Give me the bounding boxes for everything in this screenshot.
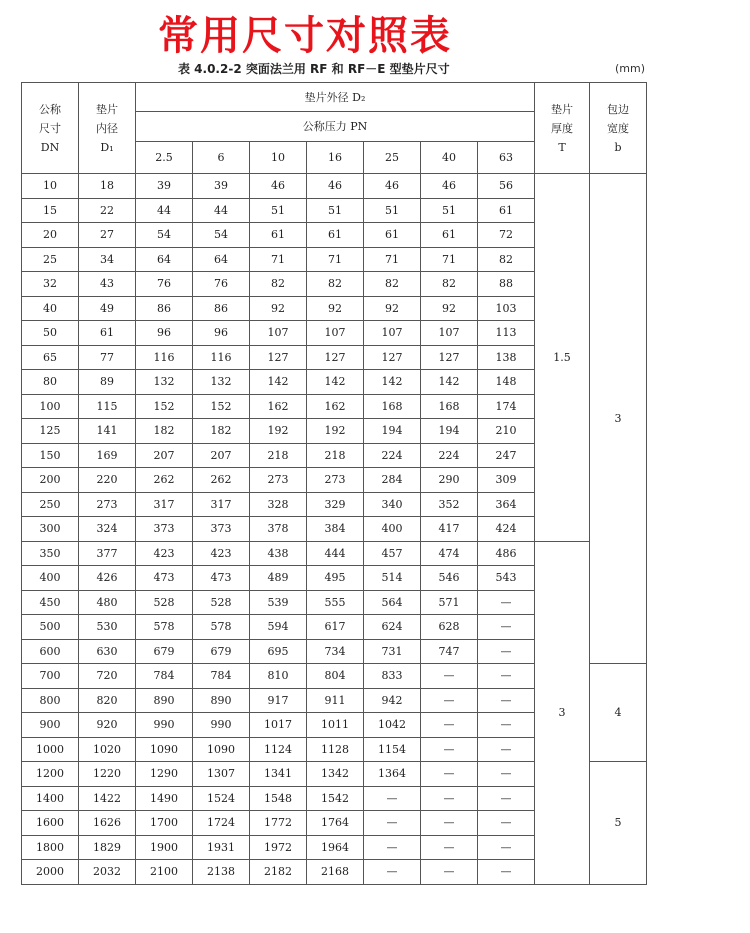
cell-outer-diameter: 555 [307, 590, 364, 615]
cell-outer-diameter: 113 [478, 321, 535, 346]
cell-outer-diameter: 617 [307, 615, 364, 640]
cell-inner-diameter: 630 [79, 639, 136, 664]
cell-inner-diameter: 141 [79, 419, 136, 444]
cell-dn: 125 [22, 419, 79, 444]
cell-dn: 400 [22, 566, 79, 591]
cell-outer-diameter: 539 [250, 590, 307, 615]
cell-outer-diameter: 917 [250, 688, 307, 713]
cell-outer-diameter: 92 [364, 296, 421, 321]
cell-outer-diameter: 384 [307, 517, 364, 542]
cell-outer-diameter: 328 [250, 492, 307, 517]
header-pn: 63 [478, 142, 535, 174]
cell-outer-diameter: — [421, 713, 478, 738]
cell-inner-diameter: 61 [79, 321, 136, 346]
cell-inner-diameter: 1020 [79, 737, 136, 762]
cell-outer-diameter: — [478, 639, 535, 664]
cell-outer-diameter: 46 [307, 174, 364, 199]
header-id-line1: 垫片 [96, 102, 118, 116]
cell-outer-diameter: 364 [478, 492, 535, 517]
cell-outer-diameter: 39 [136, 174, 193, 199]
cell-outer-diameter: 218 [307, 443, 364, 468]
cell-outer-diameter: 88 [478, 272, 535, 297]
cell-outer-diameter: 2168 [307, 860, 364, 885]
cell-outer-diameter: 127 [421, 345, 478, 370]
cell-outer-diameter: 486 [478, 541, 535, 566]
cell-outer-diameter: 679 [136, 639, 193, 664]
cell-outer-diameter: 990 [136, 713, 193, 738]
table-label: 表 4.0.2-2 突面法兰用 RF 和 RF－E 型垫片尺寸 [178, 62, 450, 76]
cell-outer-diameter: 116 [136, 345, 193, 370]
cell-inner-diameter: 2032 [79, 860, 136, 885]
cell-outer-diameter: 224 [364, 443, 421, 468]
cell-outer-diameter: 51 [250, 198, 307, 223]
cell-outer-diameter: 86 [136, 296, 193, 321]
cell-outer-diameter: 194 [421, 419, 478, 444]
cell-outer-diameter: — [478, 664, 535, 689]
cell-inner-diameter: 377 [79, 541, 136, 566]
cell-outer-diameter: 1342 [307, 762, 364, 787]
cell-outer-diameter: 942 [364, 688, 421, 713]
cell-outer-diameter: 132 [136, 370, 193, 395]
cell-outer-diameter: 1017 [250, 713, 307, 738]
cell-outer-diameter: 71 [421, 247, 478, 272]
cell-outer-diameter: 317 [193, 492, 250, 517]
cell-outer-diameter: 990 [193, 713, 250, 738]
cell-outer-diameter: 528 [136, 590, 193, 615]
cell-outer-diameter: 82 [478, 247, 535, 272]
cell-inner-diameter: 49 [79, 296, 136, 321]
page-title: 常用尺寸对照表 [158, 13, 452, 59]
cell-outer-diameter: 457 [364, 541, 421, 566]
cell-dn: 900 [22, 713, 79, 738]
cell-outer-diameter: 594 [250, 615, 307, 640]
cell-outer-diameter: 107 [364, 321, 421, 346]
cell-outer-diameter: 1548 [250, 786, 307, 811]
cell-inner-diameter: 77 [79, 345, 136, 370]
cell-inner-diameter: 220 [79, 468, 136, 493]
table-row [22, 541, 647, 566]
cell-outer-diameter: 71 [364, 247, 421, 272]
cell-outer-diameter: 207 [193, 443, 250, 468]
cell-outer-diameter: 86 [193, 296, 250, 321]
cell-dn: 700 [22, 664, 79, 689]
cell-outer-diameter: 46 [250, 174, 307, 199]
cell-outer-diameter: 218 [250, 443, 307, 468]
cell-outer-diameter: — [421, 786, 478, 811]
cell-outer-diameter: 1090 [193, 737, 250, 762]
header-t-line3: T [558, 140, 566, 154]
cell-outer-diameter: 473 [136, 566, 193, 591]
cell-outer-diameter: 82 [421, 272, 478, 297]
header-pn: 6 [193, 142, 250, 174]
cell-outer-diameter: — [478, 615, 535, 640]
cell-outer-diameter: 82 [250, 272, 307, 297]
cell-outer-diameter: 182 [193, 419, 250, 444]
cell-outer-diameter: 273 [250, 468, 307, 493]
cell-outer-diameter: 1042 [364, 713, 421, 738]
cell-outer-diameter: — [421, 688, 478, 713]
cell-outer-diameter: 168 [364, 394, 421, 419]
cell-outer-diameter: 546 [421, 566, 478, 591]
cell-outer-diameter: 890 [193, 688, 250, 713]
cell-inner-diameter: 720 [79, 664, 136, 689]
cell-inner-diameter: 89 [79, 370, 136, 395]
cell-outer-diameter: 262 [136, 468, 193, 493]
cell-outer-diameter: 46 [364, 174, 421, 199]
header-b-line2: 宽度 [607, 121, 630, 135]
cell-inner-diameter: 115 [79, 394, 136, 419]
cell-outer-diameter: 309 [478, 468, 535, 493]
cell-inner-diameter: 18 [79, 174, 136, 199]
header-pn: 10 [250, 142, 307, 174]
cell-outer-diameter: 731 [364, 639, 421, 664]
header-t-line2: 厚度 [551, 121, 574, 135]
header-inner-diameter [79, 83, 136, 174]
cell-outer-diameter: — [421, 835, 478, 860]
cell-dn: 50 [22, 321, 79, 346]
cell-outer-diameter: 182 [136, 419, 193, 444]
cell-outer-diameter: 138 [478, 345, 535, 370]
header-dn-line2: 尺寸 [39, 121, 61, 135]
cell-thickness: 3 [535, 541, 590, 884]
cell-outer-diameter: 107 [421, 321, 478, 346]
cell-outer-diameter: 96 [193, 321, 250, 346]
gasket-size-table [21, 82, 647, 885]
cell-outer-diameter: 71 [250, 247, 307, 272]
cell-outer-diameter: 1900 [136, 835, 193, 860]
cell-outer-diameter: 695 [250, 639, 307, 664]
cell-outer-diameter: 44 [193, 198, 250, 223]
cell-outer-diameter: 210 [478, 419, 535, 444]
cell-inner-diameter: 324 [79, 517, 136, 542]
cell-edge-width: 5 [590, 762, 647, 885]
cell-outer-diameter: — [364, 860, 421, 885]
cell-outer-diameter: 624 [364, 615, 421, 640]
cell-edge-width: 4 [590, 664, 647, 762]
header-b-line3: b [614, 140, 622, 154]
cell-outer-diameter: 61 [421, 223, 478, 248]
cell-outer-diameter: 578 [193, 615, 250, 640]
cell-outer-diameter: 571 [421, 590, 478, 615]
cell-inner-diameter: 426 [79, 566, 136, 591]
cell-inner-diameter: 1422 [79, 786, 136, 811]
cell-outer-diameter: 116 [193, 345, 250, 370]
cell-outer-diameter: 273 [307, 468, 364, 493]
header-pn: 40 [421, 142, 478, 174]
cell-outer-diameter: 284 [364, 468, 421, 493]
cell-outer-diameter: 142 [250, 370, 307, 395]
cell-inner-diameter: 1220 [79, 762, 136, 787]
cell-outer-diameter: 784 [193, 664, 250, 689]
header-dn-line1: 公称 [39, 102, 61, 116]
cell-outer-diameter: 1972 [250, 835, 307, 860]
cell-outer-diameter: 148 [478, 370, 535, 395]
cell-outer-diameter: 224 [421, 443, 478, 468]
cell-outer-diameter: 1307 [193, 762, 250, 787]
cell-outer-diameter: 804 [307, 664, 364, 689]
cell-outer-diameter: 162 [250, 394, 307, 419]
cell-outer-diameter: 44 [136, 198, 193, 223]
cell-dn: 1600 [22, 811, 79, 836]
cell-outer-diameter: 1011 [307, 713, 364, 738]
cell-outer-diameter: 192 [250, 419, 307, 444]
cell-dn: 350 [22, 541, 79, 566]
cell-outer-diameter: 417 [421, 517, 478, 542]
cell-outer-diameter: 1290 [136, 762, 193, 787]
cell-outer-diameter: — [478, 860, 535, 885]
cell-outer-diameter: 262 [193, 468, 250, 493]
cell-outer-diameter: 82 [364, 272, 421, 297]
cell-outer-diameter: 628 [421, 615, 478, 640]
cell-outer-diameter: 514 [364, 566, 421, 591]
cell-dn: 1200 [22, 762, 79, 787]
cell-outer-diameter: 1700 [136, 811, 193, 836]
cell-outer-diameter: — [421, 737, 478, 762]
header-edge-width [590, 83, 647, 174]
cell-outer-diameter: 174 [478, 394, 535, 419]
cell-outer-diameter: 444 [307, 541, 364, 566]
cell-outer-diameter: 352 [421, 492, 478, 517]
cell-inner-diameter: 530 [79, 615, 136, 640]
cell-inner-diameter: 22 [79, 198, 136, 223]
cell-outer-diameter: 2138 [193, 860, 250, 885]
header-dn-line3: DN [40, 140, 60, 154]
cell-outer-diameter: 833 [364, 664, 421, 689]
cell-outer-diameter: 734 [307, 639, 364, 664]
cell-outer-diameter: 1490 [136, 786, 193, 811]
cell-outer-diameter: 61 [478, 198, 535, 223]
cell-outer-diameter: 103 [478, 296, 535, 321]
cell-outer-diameter: 71 [307, 247, 364, 272]
cell-outer-diameter: 1154 [364, 737, 421, 762]
cell-outer-diameter: 207 [136, 443, 193, 468]
table-body [22, 174, 647, 885]
header-id-line2: 内径 [96, 121, 118, 135]
cell-outer-diameter: 1524 [193, 786, 250, 811]
cell-dn: 600 [22, 639, 79, 664]
cell-outer-diameter: 152 [193, 394, 250, 419]
cell-outer-diameter: 51 [364, 198, 421, 223]
cell-outer-diameter: 192 [307, 419, 364, 444]
cell-outer-diameter: 1931 [193, 835, 250, 860]
cell-outer-diameter: 373 [136, 517, 193, 542]
header-pn: 25 [364, 142, 421, 174]
cell-outer-diameter: — [364, 786, 421, 811]
cell-outer-diameter: 329 [307, 492, 364, 517]
cell-outer-diameter: 107 [250, 321, 307, 346]
cell-inner-diameter: 169 [79, 443, 136, 468]
cell-outer-diameter: 61 [307, 223, 364, 248]
cell-outer-diameter: 423 [193, 541, 250, 566]
cell-outer-diameter: — [478, 688, 535, 713]
cell-outer-diameter: — [364, 811, 421, 836]
cell-outer-diameter: — [421, 762, 478, 787]
cell-outer-diameter: — [478, 737, 535, 762]
cell-inner-diameter: 34 [79, 247, 136, 272]
cell-outer-diameter: 82 [307, 272, 364, 297]
cell-outer-diameter: 528 [193, 590, 250, 615]
cell-outer-diameter: 2100 [136, 860, 193, 885]
cell-outer-diameter: 378 [250, 517, 307, 542]
cell-dn: 1800 [22, 835, 79, 860]
cell-outer-diameter: 1090 [136, 737, 193, 762]
cell-outer-diameter: 96 [136, 321, 193, 346]
cell-outer-diameter: 92 [307, 296, 364, 321]
cell-outer-diameter: 2182 [250, 860, 307, 885]
cell-outer-diameter: 64 [136, 247, 193, 272]
cell-outer-diameter: 1542 [307, 786, 364, 811]
cell-dn: 1400 [22, 786, 79, 811]
table-caption [0, 60, 750, 80]
cell-outer-diameter: 142 [307, 370, 364, 395]
cell-outer-diameter: 46 [421, 174, 478, 199]
cell-thickness: 1.5 [535, 174, 590, 542]
cell-outer-diameter: 132 [193, 370, 250, 395]
cell-outer-diameter: 72 [478, 223, 535, 248]
cell-outer-diameter: 810 [250, 664, 307, 689]
cell-outer-diameter: 564 [364, 590, 421, 615]
cell-inner-diameter: 480 [79, 590, 136, 615]
cell-dn: 15 [22, 198, 79, 223]
cell-outer-diameter: 438 [250, 541, 307, 566]
cell-outer-diameter: 64 [193, 247, 250, 272]
cell-outer-diameter: 76 [193, 272, 250, 297]
cell-outer-diameter: 152 [136, 394, 193, 419]
cell-outer-diameter: 162 [307, 394, 364, 419]
cell-dn: 80 [22, 370, 79, 395]
cell-outer-diameter: 1964 [307, 835, 364, 860]
cell-outer-diameter: 1124 [250, 737, 307, 762]
cell-dn: 300 [22, 517, 79, 542]
cell-outer-diameter: 127 [307, 345, 364, 370]
cell-outer-diameter: 51 [307, 198, 364, 223]
cell-outer-diameter: 142 [421, 370, 478, 395]
cell-inner-diameter: 273 [79, 492, 136, 517]
header-dn [22, 83, 79, 174]
cell-outer-diameter: 1364 [364, 762, 421, 787]
cell-dn: 450 [22, 590, 79, 615]
header-id-line3: D₁ [100, 140, 114, 154]
cell-outer-diameter: 423 [136, 541, 193, 566]
cell-outer-diameter: 107 [307, 321, 364, 346]
cell-outer-diameter: 1341 [250, 762, 307, 787]
header-outer-diameter: 垫片外径 D₂ [136, 83, 535, 112]
cell-dn: 25 [22, 247, 79, 272]
cell-outer-diameter: 340 [364, 492, 421, 517]
cell-dn: 10 [22, 174, 79, 199]
cell-outer-diameter: 317 [136, 492, 193, 517]
cell-outer-diameter: 1724 [193, 811, 250, 836]
cell-outer-diameter: 247 [478, 443, 535, 468]
cell-dn: 800 [22, 688, 79, 713]
cell-outer-diameter: 92 [250, 296, 307, 321]
cell-outer-diameter: 474 [421, 541, 478, 566]
header-t-line1: 垫片 [551, 102, 574, 116]
cell-outer-diameter: 1128 [307, 737, 364, 762]
cell-outer-diameter: — [421, 860, 478, 885]
cell-outer-diameter: — [478, 811, 535, 836]
cell-outer-diameter: 54 [193, 223, 250, 248]
cell-dn: 150 [22, 443, 79, 468]
cell-outer-diameter: — [421, 664, 478, 689]
cell-inner-diameter: 43 [79, 272, 136, 297]
cell-outer-diameter: 194 [364, 419, 421, 444]
cell-dn: 40 [22, 296, 79, 321]
header-pn: 2.5 [136, 142, 193, 174]
cell-outer-diameter: 54 [136, 223, 193, 248]
header-nominal-pressure: 公称压力 PN [136, 112, 535, 142]
cell-outer-diameter: 543 [478, 566, 535, 591]
cell-inner-diameter: 820 [79, 688, 136, 713]
cell-dn: 20 [22, 223, 79, 248]
cell-outer-diameter: 51 [421, 198, 478, 223]
cell-outer-diameter: — [478, 835, 535, 860]
cell-outer-diameter: 1764 [307, 811, 364, 836]
cell-outer-diameter: 142 [364, 370, 421, 395]
cell-inner-diameter: 1829 [79, 835, 136, 860]
header-pn: 16 [307, 142, 364, 174]
cell-outer-diameter: — [478, 590, 535, 615]
cell-outer-diameter: 911 [307, 688, 364, 713]
cell-outer-diameter: 290 [421, 468, 478, 493]
cell-inner-diameter: 920 [79, 713, 136, 738]
cell-outer-diameter: 168 [421, 394, 478, 419]
cell-outer-diameter: — [364, 835, 421, 860]
cell-dn: 2000 [22, 860, 79, 885]
cell-edge-width: 3 [590, 174, 647, 664]
cell-outer-diameter: 56 [478, 174, 535, 199]
cell-outer-diameter: 495 [307, 566, 364, 591]
cell-outer-diameter: 92 [421, 296, 478, 321]
cell-outer-diameter: 127 [250, 345, 307, 370]
cell-outer-diameter: 39 [193, 174, 250, 199]
cell-outer-diameter: 76 [136, 272, 193, 297]
cell-outer-diameter: 61 [364, 223, 421, 248]
cell-outer-diameter: — [421, 811, 478, 836]
cell-outer-diameter: 424 [478, 517, 535, 542]
cell-outer-diameter: 127 [364, 345, 421, 370]
cell-dn: 65 [22, 345, 79, 370]
cell-outer-diameter: 61 [250, 223, 307, 248]
cell-outer-diameter: 400 [364, 517, 421, 542]
cell-outer-diameter: — [478, 762, 535, 787]
unit-label: (mm) [615, 62, 646, 75]
cell-dn: 32 [22, 272, 79, 297]
header-b-line1: 包边 [607, 102, 630, 116]
cell-dn: 1000 [22, 737, 79, 762]
cell-dn: 200 [22, 468, 79, 493]
cell-outer-diameter: — [478, 713, 535, 738]
cell-outer-diameter: 473 [193, 566, 250, 591]
cell-outer-diameter: 747 [421, 639, 478, 664]
cell-inner-diameter: 27 [79, 223, 136, 248]
cell-inner-diameter: 1626 [79, 811, 136, 836]
cell-outer-diameter: 578 [136, 615, 193, 640]
header-thickness [535, 83, 590, 174]
cell-outer-diameter: 890 [136, 688, 193, 713]
cell-outer-diameter: 784 [136, 664, 193, 689]
cell-dn: 250 [22, 492, 79, 517]
table-row [22, 174, 647, 199]
cell-outer-diameter: 679 [193, 639, 250, 664]
cell-outer-diameter: — [478, 786, 535, 811]
cell-dn: 100 [22, 394, 79, 419]
cell-outer-diameter: 489 [250, 566, 307, 591]
cell-outer-diameter: 373 [193, 517, 250, 542]
cell-dn: 500 [22, 615, 79, 640]
cell-outer-diameter: 1772 [250, 811, 307, 836]
